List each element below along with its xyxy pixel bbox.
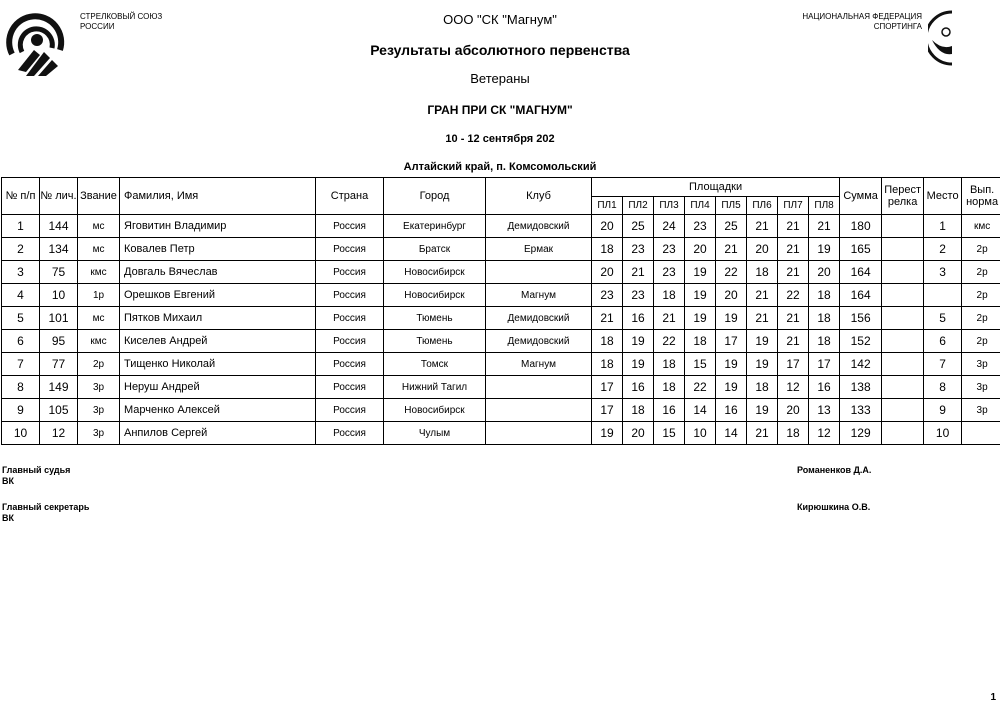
cell-area-2: 20 bbox=[623, 422, 654, 445]
col-area-6: ПЛ6 bbox=[747, 197, 778, 215]
cell-rank: 1р bbox=[78, 284, 120, 307]
cell-shootoff bbox=[882, 284, 924, 307]
cell-country: Россия bbox=[316, 215, 384, 238]
cell-name: Тищенко Николай bbox=[120, 353, 316, 376]
cell-country: Россия bbox=[316, 284, 384, 307]
cell-shootoff bbox=[882, 261, 924, 284]
cell-rank: мс bbox=[78, 215, 120, 238]
col-area-4: ПЛ4 bbox=[685, 197, 716, 215]
cell-lic: 77 bbox=[40, 353, 78, 376]
cell-area-2: 16 bbox=[623, 307, 654, 330]
cell-area-1: 18 bbox=[592, 353, 623, 376]
chief-judge-category: ВК bbox=[2, 476, 14, 486]
chief-secretary-category: ВК bbox=[2, 513, 14, 523]
cell-area-2: 16 bbox=[623, 376, 654, 399]
cell-place: 7 bbox=[924, 353, 962, 376]
cell-name: Пятков Михаил bbox=[120, 307, 316, 330]
cell-area-2: 21 bbox=[623, 261, 654, 284]
cell-pp: 3 bbox=[2, 261, 40, 284]
cell-lic: 12 bbox=[40, 422, 78, 445]
cell-area-6: 21 bbox=[747, 307, 778, 330]
cell-name: Марченко Алексей bbox=[120, 399, 316, 422]
cell-area-7: 21 bbox=[778, 215, 809, 238]
cell-area-3: 16 bbox=[654, 399, 685, 422]
cell-place: 8 bbox=[924, 376, 962, 399]
cell-lic: 95 bbox=[40, 330, 78, 353]
cell-area-8: 17 bbox=[809, 353, 840, 376]
cell-norm: 3р bbox=[962, 399, 1000, 422]
col-name: Фамилия, Имя bbox=[120, 178, 316, 215]
table-row bbox=[2, 261, 1000, 284]
col-area-3: ПЛ3 bbox=[654, 197, 685, 215]
cell-place bbox=[924, 284, 962, 307]
cell-area-5: 19 bbox=[716, 307, 747, 330]
cell-area-4: 15 bbox=[685, 353, 716, 376]
cell-area-1: 20 bbox=[592, 215, 623, 238]
cell-city: Новосибирск bbox=[384, 399, 486, 422]
cell-sum: 164 bbox=[840, 284, 882, 307]
cell-pp: 8 bbox=[2, 376, 40, 399]
cell-club: Ермак bbox=[486, 238, 592, 261]
cell-area-3: 22 bbox=[654, 330, 685, 353]
cell-sum: 138 bbox=[840, 376, 882, 399]
cell-club: Демидовский bbox=[486, 215, 592, 238]
cell-area-4: 19 bbox=[685, 261, 716, 284]
table-row bbox=[2, 238, 1000, 261]
cell-area-4: 19 bbox=[685, 284, 716, 307]
cell-club: Магнум bbox=[486, 353, 592, 376]
cell-area-5: 20 bbox=[716, 284, 747, 307]
cell-lic: 105 bbox=[40, 399, 78, 422]
cell-area-5: 14 bbox=[716, 422, 747, 445]
event-title: ГРАН ПРИ СК "МАГНУМ" bbox=[427, 103, 573, 117]
table-row bbox=[2, 307, 1000, 330]
cell-area-4: 14 bbox=[685, 399, 716, 422]
cell-area-1: 21 bbox=[592, 307, 623, 330]
col-area-2: ПЛ2 bbox=[623, 197, 654, 215]
cell-lic: 149 bbox=[40, 376, 78, 399]
cell-club bbox=[486, 376, 592, 399]
cell-area-4: 18 bbox=[685, 330, 716, 353]
cell-pp: 7 bbox=[2, 353, 40, 376]
table-row bbox=[2, 215, 1000, 238]
cell-area-7: 21 bbox=[778, 307, 809, 330]
cell-country: Россия bbox=[316, 376, 384, 399]
cell-area-4: 20 bbox=[685, 238, 716, 261]
cell-place: 10 bbox=[924, 422, 962, 445]
cell-area-2: 23 bbox=[623, 284, 654, 307]
page-title: Результаты абсолютного первенства bbox=[370, 42, 630, 58]
right-org-line1: НАЦИОНАЛЬНАЯ ФЕДЕРАЦИЯ bbox=[802, 12, 922, 21]
cell-area-8: 16 bbox=[809, 376, 840, 399]
cell-rank: 3р bbox=[78, 399, 120, 422]
cell-area-3: 21 bbox=[654, 307, 685, 330]
cell-shootoff bbox=[882, 330, 924, 353]
cell-shootoff bbox=[882, 353, 924, 376]
cell-norm: 2р bbox=[962, 238, 1000, 261]
cell-norm: 2р bbox=[962, 330, 1000, 353]
cell-area-5: 22 bbox=[716, 261, 747, 284]
cell-area-7: 21 bbox=[778, 261, 809, 284]
cell-area-8: 12 bbox=[809, 422, 840, 445]
cell-area-1: 17 bbox=[592, 376, 623, 399]
cell-pp: 2 bbox=[2, 238, 40, 261]
cell-area-8: 20 bbox=[809, 261, 840, 284]
cell-city: Тюмень bbox=[384, 307, 486, 330]
cell-area-6: 21 bbox=[747, 284, 778, 307]
cell-sum: 164 bbox=[840, 261, 882, 284]
cell-country: Россия bbox=[316, 307, 384, 330]
cell-place: 6 bbox=[924, 330, 962, 353]
cell-shootoff bbox=[882, 399, 924, 422]
cell-area-1: 19 bbox=[592, 422, 623, 445]
page-number: 1 bbox=[990, 692, 996, 703]
cell-area-1: 18 bbox=[592, 330, 623, 353]
cell-city: Новосибирск bbox=[384, 261, 486, 284]
cell-norm: 2р bbox=[962, 284, 1000, 307]
cell-country: Россия bbox=[316, 399, 384, 422]
cell-pp: 9 bbox=[2, 399, 40, 422]
col-norm: Вып. норма bbox=[962, 178, 1000, 215]
cell-area-2: 19 bbox=[623, 353, 654, 376]
cell-area-1: 18 bbox=[592, 238, 623, 261]
results-table bbox=[1, 177, 1000, 445]
cell-area-8: 18 bbox=[809, 284, 840, 307]
cell-area-8: 18 bbox=[809, 330, 840, 353]
cell-area-6: 21 bbox=[747, 215, 778, 238]
cell-sum: 142 bbox=[840, 353, 882, 376]
cell-norm: 2р bbox=[962, 307, 1000, 330]
left-org-line1: СТРЕЛКОВЫЙ СОЮЗ bbox=[80, 12, 163, 21]
cell-area-7: 18 bbox=[778, 422, 809, 445]
cell-club bbox=[486, 261, 592, 284]
cell-lic: 75 bbox=[40, 261, 78, 284]
table-row bbox=[2, 422, 1000, 445]
cell-area-8: 21 bbox=[809, 215, 840, 238]
col-place: Место bbox=[924, 178, 962, 215]
cell-club: Магнум bbox=[486, 284, 592, 307]
cell-norm bbox=[962, 422, 1000, 445]
cell-area-5: 16 bbox=[716, 399, 747, 422]
cell-area-3: 24 bbox=[654, 215, 685, 238]
cell-lic: 134 bbox=[40, 238, 78, 261]
cell-city: Новосибирск bbox=[384, 284, 486, 307]
event-location: Алтайский край, п. Комсомольский bbox=[403, 161, 597, 173]
cell-pp: 4 bbox=[2, 284, 40, 307]
cell-sum: 165 bbox=[840, 238, 882, 261]
cell-area-3: 18 bbox=[654, 376, 685, 399]
cell-norm: 3р bbox=[962, 353, 1000, 376]
table-row bbox=[2, 284, 1000, 307]
col-country: Страна bbox=[316, 178, 384, 215]
results-body bbox=[2, 215, 1000, 445]
col-club: Клуб bbox=[486, 178, 592, 215]
cell-club bbox=[486, 399, 592, 422]
cell-sum: 156 bbox=[840, 307, 882, 330]
cell-country: Россия bbox=[316, 238, 384, 261]
event-dates: 10 - 12 сентября 202 bbox=[445, 133, 555, 145]
cell-area-2: 19 bbox=[623, 330, 654, 353]
cell-shootoff bbox=[882, 307, 924, 330]
cell-rank: кмс bbox=[78, 330, 120, 353]
cell-city: Братск bbox=[384, 238, 486, 261]
cell-rank: мс bbox=[78, 238, 120, 261]
col-sum: Сумма bbox=[840, 178, 882, 215]
category-title: Ветераны bbox=[470, 71, 530, 86]
cell-area-7: 21 bbox=[778, 330, 809, 353]
cell-area-8: 19 bbox=[809, 238, 840, 261]
col-area-5: ПЛ5 bbox=[716, 197, 747, 215]
cell-area-3: 15 bbox=[654, 422, 685, 445]
cell-area-3: 23 bbox=[654, 261, 685, 284]
cell-shootoff bbox=[882, 215, 924, 238]
cell-name: Неруш Андрей bbox=[120, 376, 316, 399]
table-row bbox=[2, 353, 1000, 376]
cell-norm: кмс bbox=[962, 215, 1000, 238]
cell-lic: 144 bbox=[40, 215, 78, 238]
cell-area-7: 22 bbox=[778, 284, 809, 307]
cell-area-5: 21 bbox=[716, 238, 747, 261]
cell-area-6: 20 bbox=[747, 238, 778, 261]
col-city: Город bbox=[384, 178, 486, 215]
cell-sum: 152 bbox=[840, 330, 882, 353]
cell-area-7: 20 bbox=[778, 399, 809, 422]
cell-pp: 5 bbox=[2, 307, 40, 330]
cell-place: 2 bbox=[924, 238, 962, 261]
cell-area-1: 17 bbox=[592, 399, 623, 422]
cell-city: Томск bbox=[384, 353, 486, 376]
cell-area-5: 25 bbox=[716, 215, 747, 238]
cell-city: Нижний Тагил bbox=[384, 376, 486, 399]
cell-place: 1 bbox=[924, 215, 962, 238]
cell-lic: 10 bbox=[40, 284, 78, 307]
cell-area-6: 19 bbox=[747, 353, 778, 376]
cell-area-3: 23 bbox=[654, 238, 685, 261]
cell-club: Демидовский bbox=[486, 307, 592, 330]
cell-pp: 10 bbox=[2, 422, 40, 445]
cell-area-8: 13 bbox=[809, 399, 840, 422]
col-areas: Площадки bbox=[592, 178, 840, 197]
cell-rank: 3р bbox=[78, 376, 120, 399]
col-pp: № п/п bbox=[2, 178, 40, 215]
cell-area-4: 23 bbox=[685, 215, 716, 238]
cell-area-6: 19 bbox=[747, 330, 778, 353]
col-shootoff: Перестрелка bbox=[882, 178, 924, 215]
chief-judge-label: Главный судья bbox=[2, 465, 71, 475]
cell-rank: 2р bbox=[78, 353, 120, 376]
cell-area-3: 18 bbox=[654, 284, 685, 307]
chief-judge-block bbox=[2, 465, 70, 487]
cell-country: Россия bbox=[316, 330, 384, 353]
cell-rank: кмс bbox=[78, 261, 120, 284]
cell-area-6: 18 bbox=[747, 261, 778, 284]
cell-place: 9 bbox=[924, 399, 962, 422]
col-area-8: ПЛ8 bbox=[809, 197, 840, 215]
cell-country: Россия bbox=[316, 261, 384, 284]
cell-area-5: 19 bbox=[716, 353, 747, 376]
table-row bbox=[2, 376, 1000, 399]
cell-name: Анпилов Сергей bbox=[120, 422, 316, 445]
cell-area-5: 19 bbox=[716, 376, 747, 399]
cell-sum: 129 bbox=[840, 422, 882, 445]
cell-name: Довгаль Вячеслав bbox=[120, 261, 316, 284]
left-org-line2: РОССИИ bbox=[80, 22, 115, 31]
cell-area-4: 10 bbox=[685, 422, 716, 445]
cell-city: Тюмень bbox=[384, 330, 486, 353]
chief-secretary-label: Главный секретарь bbox=[2, 502, 90, 512]
chief-secretary-name: Кирюшкина О.В. bbox=[797, 502, 871, 512]
cell-area-5: 17 bbox=[716, 330, 747, 353]
cell-area-7: 12 bbox=[778, 376, 809, 399]
cell-area-4: 22 bbox=[685, 376, 716, 399]
table-row bbox=[2, 330, 1000, 353]
cell-shootoff bbox=[882, 422, 924, 445]
cell-sum: 180 bbox=[840, 215, 882, 238]
col-rank: Звание bbox=[78, 178, 120, 215]
cell-area-7: 21 bbox=[778, 238, 809, 261]
chief-judge-name: Романенков Д.А. bbox=[797, 465, 872, 475]
cell-area-3: 18 bbox=[654, 353, 685, 376]
cell-area-1: 20 bbox=[592, 261, 623, 284]
cell-area-2: 25 bbox=[623, 215, 654, 238]
cell-name: Яговитин Владимир bbox=[120, 215, 316, 238]
cell-shootoff bbox=[882, 238, 924, 261]
cell-place: 3 bbox=[924, 261, 962, 284]
cell-norm: 2р bbox=[962, 261, 1000, 284]
cell-city: Екатеринбург bbox=[384, 215, 486, 238]
organizer-title: ООО "СК "Магнум" bbox=[443, 12, 557, 27]
cell-lic: 101 bbox=[40, 307, 78, 330]
cell-pp: 1 bbox=[2, 215, 40, 238]
cell-area-7: 17 bbox=[778, 353, 809, 376]
right-org-line2: СПОРТИНГА bbox=[873, 22, 922, 31]
cell-rank: 3р bbox=[78, 422, 120, 445]
cell-rank: мс bbox=[78, 307, 120, 330]
cell-name: Орешков Евгений bbox=[120, 284, 316, 307]
cell-area-2: 23 bbox=[623, 238, 654, 261]
cell-area-4: 19 bbox=[685, 307, 716, 330]
cell-pp: 6 bbox=[2, 330, 40, 353]
cell-sum: 133 bbox=[840, 399, 882, 422]
table-row bbox=[2, 399, 1000, 422]
cell-area-6: 19 bbox=[747, 399, 778, 422]
cell-area-6: 18 bbox=[747, 376, 778, 399]
col-area-7: ПЛ7 bbox=[778, 197, 809, 215]
cell-shootoff bbox=[882, 376, 924, 399]
cell-place: 5 bbox=[924, 307, 962, 330]
cell-club bbox=[486, 422, 592, 445]
cell-city: Чулым bbox=[384, 422, 486, 445]
cell-area-6: 21 bbox=[747, 422, 778, 445]
cell-area-8: 18 bbox=[809, 307, 840, 330]
cell-country: Россия bbox=[316, 353, 384, 376]
cell-norm: 3р bbox=[962, 376, 1000, 399]
cell-name: Ковалев Петр bbox=[120, 238, 316, 261]
col-area-1: ПЛ1 bbox=[592, 197, 623, 215]
cell-name: Киселев Андрей bbox=[120, 330, 316, 353]
col-lic: № лич. bbox=[40, 178, 78, 215]
cell-country: Россия bbox=[316, 422, 384, 445]
cell-area-2: 18 bbox=[623, 399, 654, 422]
cell-club: Демидовский bbox=[486, 330, 592, 353]
chief-secretary-block bbox=[2, 502, 89, 524]
cell-area-1: 23 bbox=[592, 284, 623, 307]
